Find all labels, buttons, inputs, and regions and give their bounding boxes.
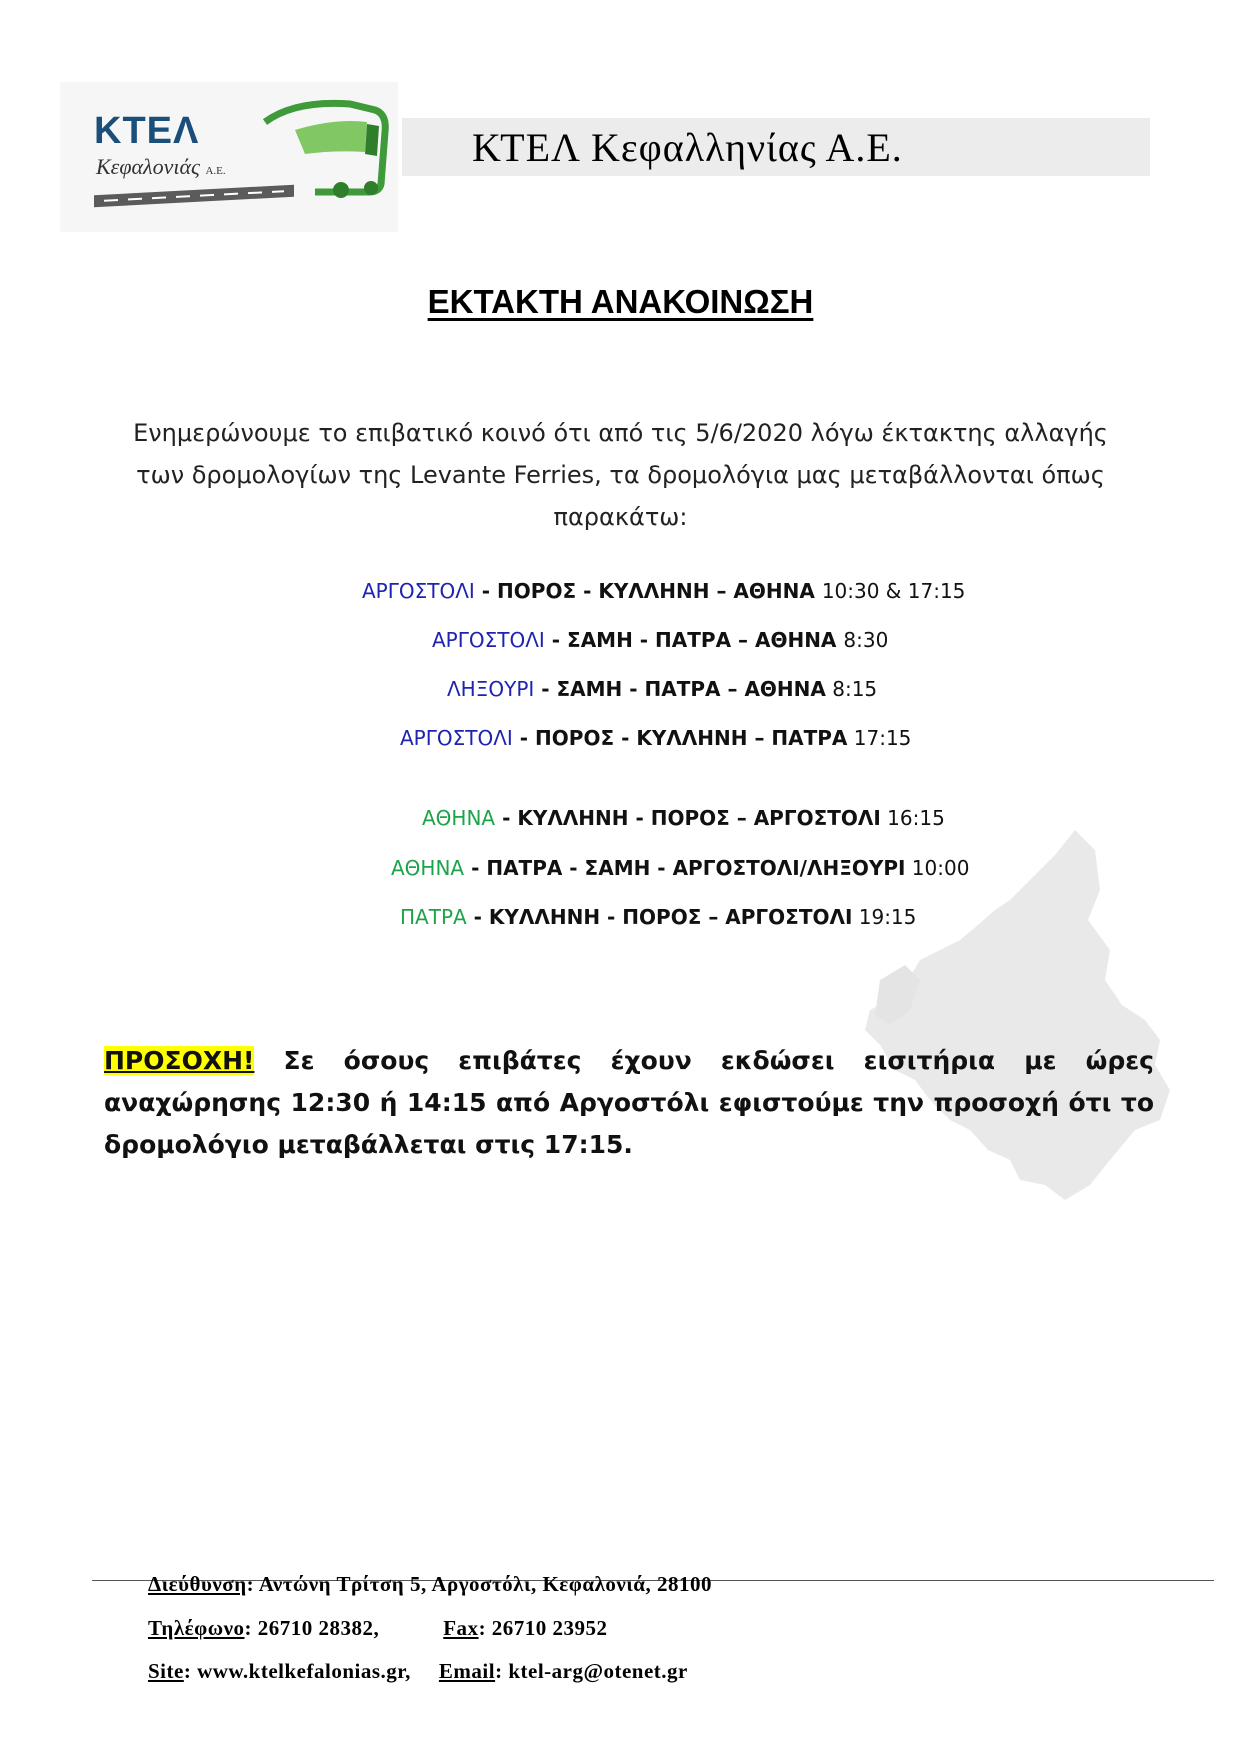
email-label: Email: [438, 1659, 496, 1683]
route-time: 19:15: [852, 905, 917, 929]
phone-value: : 26710 28382,: [244, 1616, 380, 1640]
route-line: [0, 726, 1241, 750]
route-stops: - ΠΟΡΟΣ - ΚΥΛΛΗΝΗ – ΑΘΗΝΑ: [474, 579, 822, 603]
route-line: [0, 579, 1241, 603]
route-origin: ΠΑΤΡΑ: [400, 905, 467, 929]
fax-label: Fax: [443, 1616, 479, 1640]
route-time: 10:00: [905, 856, 970, 880]
intro-line: παρακάτω:: [553, 503, 688, 531]
email-link[interactable]: : ktel-arg@otenet.gr: [495, 1659, 688, 1683]
site-link[interactable]: : www.ktelkefalonias.gr,: [183, 1659, 411, 1683]
intro-line: των δρομολογίων της Levante Ferries, τα δρομολόγια μας μεταβάλλονται όπως: [136, 461, 1105, 489]
company-title-bar: [402, 118, 1150, 176]
phone-label: Τηλέφωνο: [148, 1616, 245, 1640]
footer-phone: [148, 1616, 608, 1641]
footer-contact: [148, 1659, 688, 1684]
address-value: : Αντώνη Τρίτση 5, Αργοστόλι, Κεφαλονιά, 28100: [246, 1572, 713, 1596]
logo-text: ΚΤΕΛ: [94, 110, 200, 152]
announcement-heading: ΕΚΤΑΚΤΗ ΑΝΑΚΟΙΝΩΣΗ: [427, 283, 814, 320]
route-origin: ΑΡΓΟΣΤΟΛΙ: [362, 579, 475, 603]
route-stops: - ΚΥΛΛΗΝΗ - ΠΟΡΟΣ – ΑΡΓΟΣΤΟΛΙ: [466, 905, 853, 929]
route-time: 8:30: [843, 628, 889, 652]
warning-paragraph: [104, 1040, 1154, 1166]
route-origin: ΑΘΗΝΑ: [391, 856, 465, 880]
route-origin: ΑΡΓΟΣΤΟΛΙ: [400, 726, 513, 750]
route-stops: - ΣΑΜΗ - ΠΑΤΡΑ – ΑΘΗΝΑ: [544, 628, 844, 652]
route-line: [0, 628, 1241, 652]
route-stops: - ΠΟΡΟΣ - ΚΥΛΛΗΝΗ – ΠΑΤΡΑ: [512, 726, 848, 750]
route-line: [0, 905, 1241, 929]
company-title: ΚΤΕΛ Κεφαλληνίας Α.Ε.: [472, 125, 903, 170]
route-stops: - ΣΑΜΗ - ΠΑΤΡΑ – ΑΘΗΝΑ: [534, 677, 826, 701]
company-logo: [60, 82, 398, 232]
route-line: [0, 856, 1241, 880]
fax-value: : 26710 23952: [478, 1616, 608, 1640]
logo-road: [94, 185, 294, 207]
logo-suffix: Α.Ε.: [205, 165, 226, 177]
address-label: Διεύθυνση: [148, 1572, 247, 1596]
intro-line: Ενημερώνουμε το επιβατικό κοινό ότι από τις 5/6/2020 λόγω έκτακτης αλλαγής: [133, 419, 1108, 447]
site-label: Site: [148, 1659, 184, 1683]
route-time: 16:15: [880, 806, 945, 830]
route-time: 10:30 & 17:15: [821, 579, 966, 603]
footer-address: [148, 1572, 712, 1597]
logo-subtitle: Κεφαλονιάς Α.Ε.: [96, 154, 226, 179]
route-time: 17:15: [847, 726, 912, 750]
route-line: [0, 806, 1241, 830]
route-stops: - ΠΑΤΡΑ - ΣΑΜΗ - ΑΡΓΟΣΤΟΛΙ/ΛΗΞΟΥΡΙ: [464, 856, 906, 880]
warning-text: Σε όσους επιβάτες έχουν εκδώσει εισιτήρια με ώρες αναχώρησης 12:30 ή 14:15 από Αργοστόλι εφιστούμε την προσοχή ότι το δρομολόγιο μεταβάλλεται στις 17:15.: [104, 1046, 1154, 1159]
route-time: 8:15: [825, 677, 878, 701]
route-stops: - ΚΥΛΛΗΝΗ - ΠΟΡΟΣ – ΑΡΓΟΣΤΟΛΙ: [495, 806, 881, 830]
intro-paragraph: [100, 412, 1141, 538]
route-origin: ΛΗΞΟΥΡΙ: [447, 677, 535, 701]
route-origin: ΑΡΓΟΣΤΟΛΙ: [432, 628, 545, 652]
warning-label: ΠΡΟΣΟΧΗ!: [104, 1046, 255, 1075]
route-origin: ΑΘΗΝΑ: [422, 806, 496, 830]
route-line: [0, 677, 1241, 701]
